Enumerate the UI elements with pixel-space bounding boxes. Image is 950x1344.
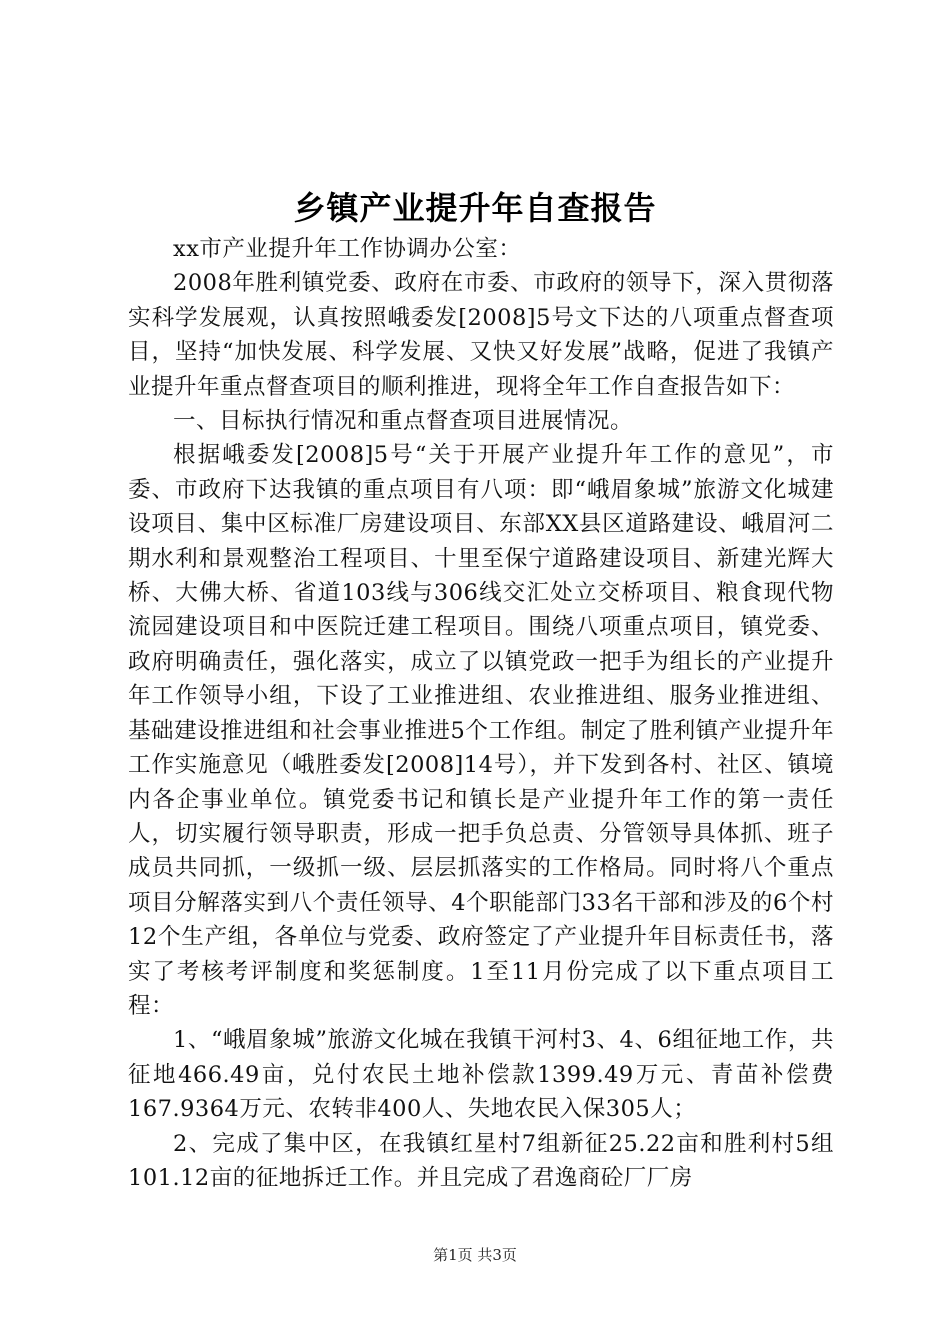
page-number-footer: 第1页 共3页 bbox=[433, 1246, 517, 1264]
section-heading: 一、目标执行情况和重点督查项目进展情况。 bbox=[173, 408, 634, 435]
document-title: 乡镇产业提升年自查报告 bbox=[293, 189, 657, 227]
list-item-paragraph: 2、完成了集中区，在我镇红星村7组新征25.22亩和胜利村5组101.12亩的征地拆迁工作。并且完成了君逸商砼厂厂房 bbox=[128, 1130, 834, 1191]
list-item-paragraph: 1、“峨眉象城”旅游文化城在我镇干河村3、4、6组征地工作，共征地466.49亩，兑付农民土地补偿款1399.49万元、青苗补偿费167.9364万元、农转非400人、失地农民入保305人； bbox=[128, 1027, 834, 1123]
document-body bbox=[128, 232, 834, 1195]
addressee-paragraph: xx市产业提升年工作协调办公室： bbox=[173, 236, 522, 262]
body-paragraph: 根据峨委发[2008]5号“关于开展产业提升年工作的意见”，市委、市政府下达我镇的重点项目有八项：即“峨眉象城”旅游文化城建设项目、集中区标准厂房建设项目、东部XX县区道路建设、峨眉河二期水利和景观整治工程项目、十里至保宁道路建设项目、新建光辉大桥、大佛大桥、省道103线与306线交汇处立交桥项目、粮食现代物流园建设项目和中医院迁建工程项目。围绕八项重点项目，镇党委、政府明确责任，强化落实，成立了以镇党政一把手为组长的产业提升年工作领导小组，下设了工业推进组、农业推进组、服务业推进组、基础建设推进组和社会事业推进5个工作组。制定了胜利镇产业提升年工作实施意见（峨胜委发[2008]14号），并下发到各村、社区、镇境内各企事业单位。镇党委书记和镇长是产业提升年工作的第一责任人，切实履行领导职责，形成一把手负总责、分管领导具体抓、班子成员共同抓，一级抓一级、层层抓落实的工作格局。同时将八个重点项目分解落实到八个责任领导、4个职能部门33名干部和涉及的6个村12个生产组，各单位与党委、政府签定了产业提升年目标责任书，落实了考核考评制度和奖惩制度。1至11月份完成了以下重点项目工程： bbox=[128, 442, 834, 1019]
intro-paragraph: 2008年胜利镇党委、政府在市委、市政府的领导下，深入贯彻落实科学发展观，认真按照峨委发[2008]5号文下达的八项重点督查项目，坚持“加快发展、科学发展、又快又好发展”战略，促进了我镇产业提升年重点督查项目的顺利推进，现将全年工作自查报告如下： bbox=[128, 270, 834, 400]
